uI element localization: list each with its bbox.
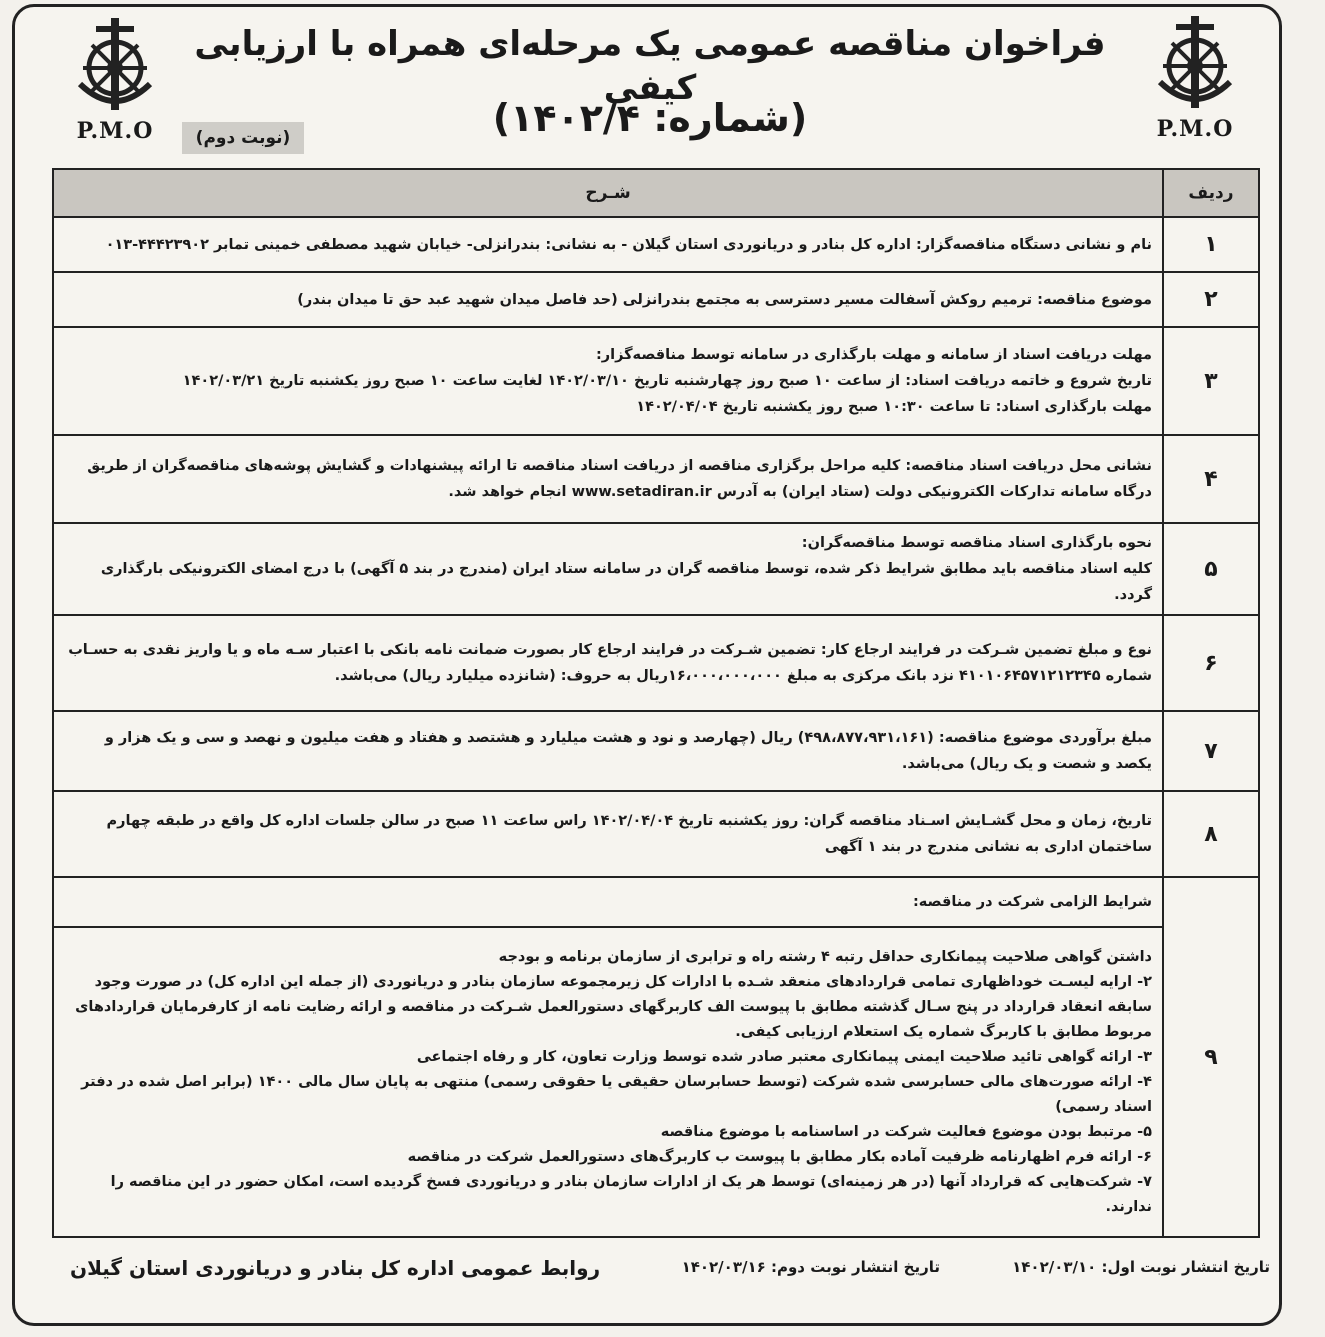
desc-line: نشانی محل دریافت اسناد مناقصه: کلیه مراحل برگزاری مناقصه از دریافت اسناد مناقصه تا ارائه پیشنهادات و گشایش پوشه‌های مناقصه‌گران از طریق درگاه سامانه تدارکات الکترونیکی دولت (ستاد ایران) به آدرس www.setadiran.ir انجام خواهد شد. [87, 458, 1152, 500]
table-header-row [53, 169, 1259, 217]
table-row [53, 927, 1259, 1237]
second-publish-date: تاریخ انتشار نوبت دوم: ۱۴۰۲/۰۳/۱۶ [681, 1258, 940, 1276]
row-description [53, 523, 1163, 615]
row-description [53, 711, 1163, 791]
row-number: ۶ [1163, 615, 1259, 711]
desc-line: تاریخ، زمان و محل گشـایش اسـناد مناقصه گران: روز یکشنبه تاریخ ۱۴۰۲/۰۴/۰۴ راس ساعت ۱۱ صبح در سالن جلسات اداره کل واقع در طبقه چهارم ساختمان اداری به نشانی مندرج در بند ۱ آگهی [106, 813, 1152, 855]
desc-line: داشتن گواهی صلاحیت پیمانکاری حداقل رتبه ۴ رشته راه و ترابری از سازمان برنامه و بودجه [498, 948, 1152, 965]
anchor-wheel-icon [1154, 12, 1236, 112]
desc-line: مهلت بارگذاری اسناد: تا ساعت ۱۰:۳۰ صبح روز یکشنبه تاریخ ۱۴۰۲/۰۴/۰۴ [636, 399, 1152, 415]
row-number: ۱ [1163, 217, 1259, 272]
tender-table [52, 168, 1260, 1238]
first-publish-date: تاریخ انتشار نوبت اول: ۱۴۰۲/۰۳/۱۰ [1012, 1258, 1270, 1276]
desc-line: ۲- ارایه لیسـت خوداظهاری تمامی قراردادهای منعقد شـده با ادارات کل زیرمجموعه سازمان بنادر و دریانوردی (از جمله این اداره کل) در صورت وجود سابقه انعقاد قرارداد در پنج سـال گذشته مطابق با پیوست الف کاربرگهای دستورالعمل شـرکت در مناقصه و ارائه رضایت نامه از کارفرمایان قراردادهای مربوط مطابق با کاربرگ شماره یک استعلام ارزیابی کیفی. [75, 973, 1152, 1040]
row-description [53, 327, 1163, 435]
desc-line: نوع و مبلغ تضمین شـرکت در فرایند ارجاع کار: تضمین شـرکت در فرایند ارجاع کار بصورت ضمانت نامه بانکی با اعتبار سـه ماه و یا واریز نقدی به حسـاب شماره ۴۱۰۱۰۶۴۵۷۱۲۱۲۳۴۵ نزد بانک مرکزی به مبلغ ۱۶،۰۰۰،۰۰۰،۰۰۰ریال به حروف: (شانزده میلیارد ریال) می‌باشد. [68, 642, 1152, 684]
desc-line: مبلغ برآوردی موضوع مناقصه: (۴۹۸،۸۷۷،۹۳۱،۱۶۱) ریال (چهارصد و نود و هشت میلیارد و هشتصد و هفتاد و هفت میلیون و نهصد و سی و یک هزار و یکصد و شصت و یک ریال) می‌باشد. [104, 730, 1152, 772]
desc-line: موضوع مناقصه: ترمیم روکش آسفالت مسیر دسترسی به مجتمع بندرانزلی (حد فاصل میدان شهید عبد حق تا میدان بندر) [297, 291, 1152, 308]
desc-line: تاریخ شروع و خاتمه دریافت اسناد: از ساعت ۱۰ صبح روز چهارشنبه تاریخ ۱۴۰۲/۰۳/۱۰ لغایت ساعت ۱۰ صبح روز یکشنبه تاریخ ۱۴۰۲/۰۳/۲۱ [182, 373, 1152, 389]
table-row [53, 272, 1259, 327]
logo-text: P.M.O [1156, 116, 1234, 142]
row-description [53, 217, 1163, 272]
publisher-org: روابط عمومی اداره کل بنادر و دریانوردی استان گیلان [70, 1256, 601, 1280]
table-row [53, 327, 1259, 435]
row-number: ۳ [1163, 327, 1259, 435]
table-row [53, 217, 1259, 272]
desc-line: ۷- شرکت‌هایی که قرارداد آنها (در هر زمینه‌ای) توسط هر یک از ادارات سازمان بنادر و دریانوردی فسخ گردیده است، امکان حضور در این مناقصه را ندارند. [110, 1173, 1152, 1215]
row-heading [53, 877, 1163, 927]
desc-line: نام و نشانی دستگاه مناقصه‌گزار: اداره کل بنادر و دریانوردی استان گیلان - به نشانی: بندرانزلی- خیابان شهید مصطفی خمینی تمابر ۴۴۴۲۳۹۰۲-۰۱۳ [105, 236, 1152, 253]
table-row [53, 877, 1259, 927]
table-row [53, 711, 1259, 791]
row-number: ۸ [1163, 791, 1259, 877]
row-description [53, 927, 1163, 1237]
table-row [53, 791, 1259, 877]
desc-line: مهلت دریافت اسناد از سامانه و مهلت بارگذاری در سامانه توسط مناقصه‌گزار: [595, 347, 1152, 363]
desc-line: ۴- ارائه صورت‌های مالی حسابرسی شده شرکت (توسط حسابرسان حقیقی یا حقوقی رسمی) منتهی به پایان سال مالی ۱۴۰۰ (برابر اصل شده در دفتر اسناد رسمی) [81, 1073, 1152, 1115]
turn-badge: (نوبت دوم) [182, 122, 304, 154]
desc-heading: شرایط الزامی شرکت در مناقصه: [912, 894, 1152, 910]
col-desc-header: شـرح [53, 169, 1163, 217]
table-row [53, 523, 1259, 615]
desc-line: ۳- ارائه گواهی تائید صلاحیت ایمنی پیمانکاری معتبر صادر شده توسط وزارت تعاون، کار و رفاه اجتماعی [416, 1048, 1152, 1065]
desc-line: ۵- مرتبط بودن موضوع فعالیت شرکت در اساسنامه با موضوع مناقصه [660, 1123, 1152, 1140]
footer [60, 1252, 1270, 1292]
col-row-header: ردیف [1163, 169, 1259, 217]
desc-line: نحوه بارگذاری اسناد مناقصه توسط مناقصه‌گران: [801, 535, 1152, 551]
row-description [53, 272, 1163, 327]
desc-line: کلیه اسناد مناقصه باید مطابق شرایط ذکر شده، توسط مناقصه گران در سامانه ستاد ایران (مندرج در بند ۵ آگهی) با درج امضای الکترونیکی بارگذاری گردد. [100, 561, 1152, 603]
row-number: ۷ [1163, 711, 1259, 791]
row-description [53, 791, 1163, 877]
row-number: ۴ [1163, 435, 1259, 523]
table-row [53, 615, 1259, 711]
notice-number: (شماره: ۱۴۰۲/۴) [492, 96, 808, 140]
pmo-logo-left [60, 14, 170, 144]
row-description [53, 615, 1163, 711]
row-number: ۹ [1163, 877, 1259, 1237]
anchor-wheel-icon [74, 14, 156, 114]
row-number: ۲ [1163, 272, 1259, 327]
notice-title: فراخوان مناقصه عمومی یک مرحله‌ای همراه با ارزیابی کیفی [194, 24, 1106, 108]
logo-text: P.M.O [76, 118, 154, 144]
table-row [53, 435, 1259, 523]
pmo-logo-right [1140, 12, 1250, 142]
desc-line: ۶- ارائه فرم اظهارنامه ظرفیت آماده بکار مطابق با پیوست ب کاربرگ‌های دستورالعمل شرکت در مناقصه [407, 1148, 1152, 1165]
row-number: ۵ [1163, 523, 1259, 615]
row-description [53, 435, 1163, 523]
